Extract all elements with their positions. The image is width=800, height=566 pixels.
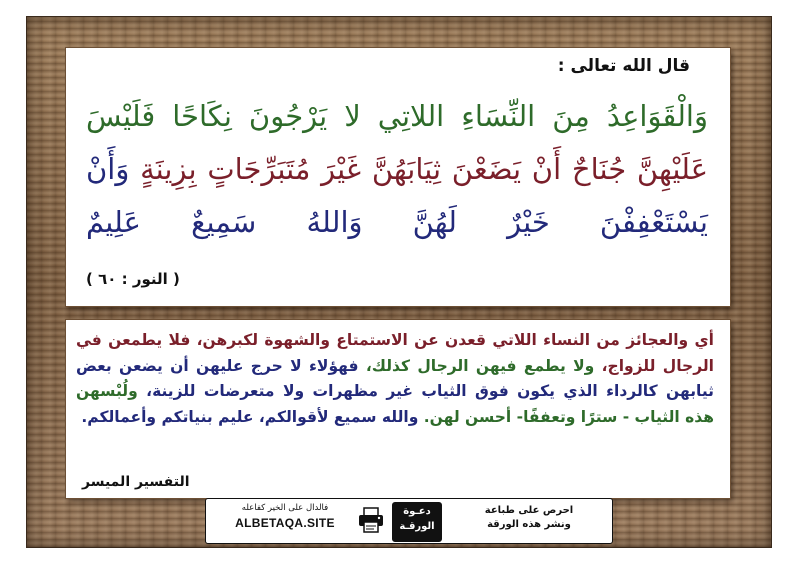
site-link[interactable]: ALBETAQA.SITE: [235, 516, 335, 530]
verse-reference: ( النور : ٦٠ ): [86, 270, 180, 288]
dawat-alwaraqa-logo: [392, 502, 442, 542]
footer-hadith: فالدال على الخير كفاعله: [241, 503, 329, 513]
tafsir-part-3: فهؤلاء لا حرج عليهن أن يضعن بعض ثيابهن كالرداء الذي يكون فوق الثياب غير مظهرات ولا متعرضات للزينة،: [76, 356, 714, 400]
tafsir-part-2: ولا يطمع فيهن الرجال كذلك،: [358, 356, 595, 375]
tafsir-part-1: أي والعجائز من النساء اللاتي قعدن عن الاستمتاع والشهوة لكبرهن، فلا يطمعن في الرجال للزواج،: [76, 331, 714, 375]
tafsir-part-5: والله سميع لأقوالكم، عليم بنياتكم وأعمالكم.: [81, 407, 419, 426]
verse-line-1: وَالْقَوَاعِدُ مِنَ النِّسَاءِ اللاتِي لا يَرْجُونَ نِكَاحًا فَلَيْسَ: [86, 99, 708, 133]
footer-site-block: [212, 503, 358, 530]
verse-line-3: وَأَنْ يَسْتَعْفِفْنَ خَيْرٌ لَهُنَّ وَاللهُ سَمِيعٌ عَلِيمٌ: [86, 152, 708, 239]
quran-verse: [86, 90, 708, 249]
logo-line-2: الورقـة: [399, 521, 435, 532]
tafsir-part-4: ولُبْسهن هذه الثياب - سترًا وتعففًا- أحسن لهن.: [76, 382, 714, 426]
tafsir-panel: [66, 320, 730, 498]
logo-line-1: دعـوة: [403, 506, 431, 517]
printer-icon: [356, 505, 386, 535]
print-note: [454, 504, 604, 532]
tafsir-text: [76, 328, 714, 430]
verse-line-2: عَلَيْهِنَّ جُنَاحٌ أَنْ يَضَعْنَ ثِيَابَهُنَّ غَيْرَ مُتَبَرِّجَاتٍ بِزِينَةٍ: [140, 152, 709, 186]
footer-bar: [205, 498, 613, 544]
print-note-line-1: احرص على طباعة: [484, 505, 574, 516]
verse-panel: [66, 48, 730, 306]
tafsir-source: التفسير الميسر: [82, 474, 190, 490]
verse-intro: قال الله تعالى :: [557, 56, 690, 76]
print-note-line-2: ونشر هذه الورقة: [487, 519, 571, 530]
